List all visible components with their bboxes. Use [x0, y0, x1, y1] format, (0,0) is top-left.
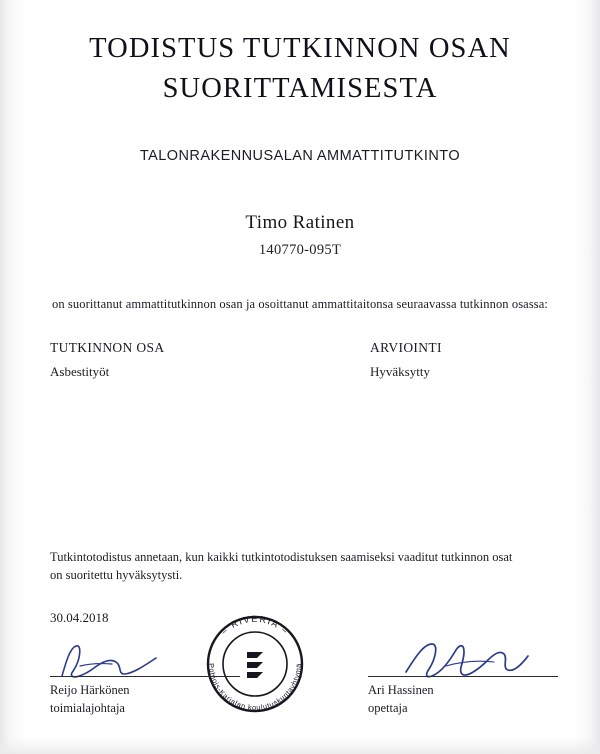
footnote-line-1: Tutkintotodistus annetaan, kun kaikki tutkintotodistuksen saamiseksi vaaditut tutkinnon osat — [50, 549, 513, 564]
signature-rule-right — [368, 676, 558, 677]
page-title-line-2: SUORITTAMISESTA — [162, 72, 438, 104]
footnote — [50, 548, 550, 584]
page-title-line-1: TODISTUS TUTKINNON OSAN — [89, 33, 511, 64]
results-table — [50, 340, 550, 380]
student-id: 140770-095T — [258, 241, 342, 258]
svg-text:– RIVERIA –: – RIVERIA – — [219, 613, 291, 637]
signature-area — [50, 598, 550, 718]
student-name: Timo Ratinen — [245, 211, 355, 233]
grade-column — [370, 340, 550, 380]
module-column — [50, 340, 350, 380]
signature-rule-left — [50, 676, 240, 677]
signatory-left-name: Reijo Härkönen — [50, 682, 130, 697]
signatory-left — [50, 676, 240, 719]
statement-text: on suorittanut ammattitutkinnon osan ja osoittanut ammattitaitonsa seuraavassa tutkinnon osassa: — [52, 296, 548, 311]
grade-column-value: Hyväksytty — [370, 363, 430, 379]
signatory-right-role: opettaja — [368, 701, 408, 716]
qualification-name: TALONRAKENNUSALAN AMMATTITUTKINTO — [139, 147, 461, 164]
page-title — [50, 30, 550, 108]
signatory-right — [368, 676, 558, 719]
certificate-content — [50, 0, 550, 754]
issue-date: 30.04.2018 — [50, 610, 109, 626]
footnote-line-2: on suoritettu hyväksytysti. — [50, 567, 183, 582]
svg-text:Pohjois-Karjalan koulutuskunta: Pohjois-Karjalan koulutuskuntayhtymä — [206, 662, 304, 713]
module-column-value: Asbestityöt — [50, 363, 110, 379]
signatory-right-name: Ari Hassinen — [368, 682, 434, 697]
signatory-left-role: toimialajohtaja — [50, 701, 125, 716]
grade-column-header: ARVIOINTI — [370, 339, 442, 355]
module-column-header: TUTKINNON OSA — [50, 339, 165, 355]
